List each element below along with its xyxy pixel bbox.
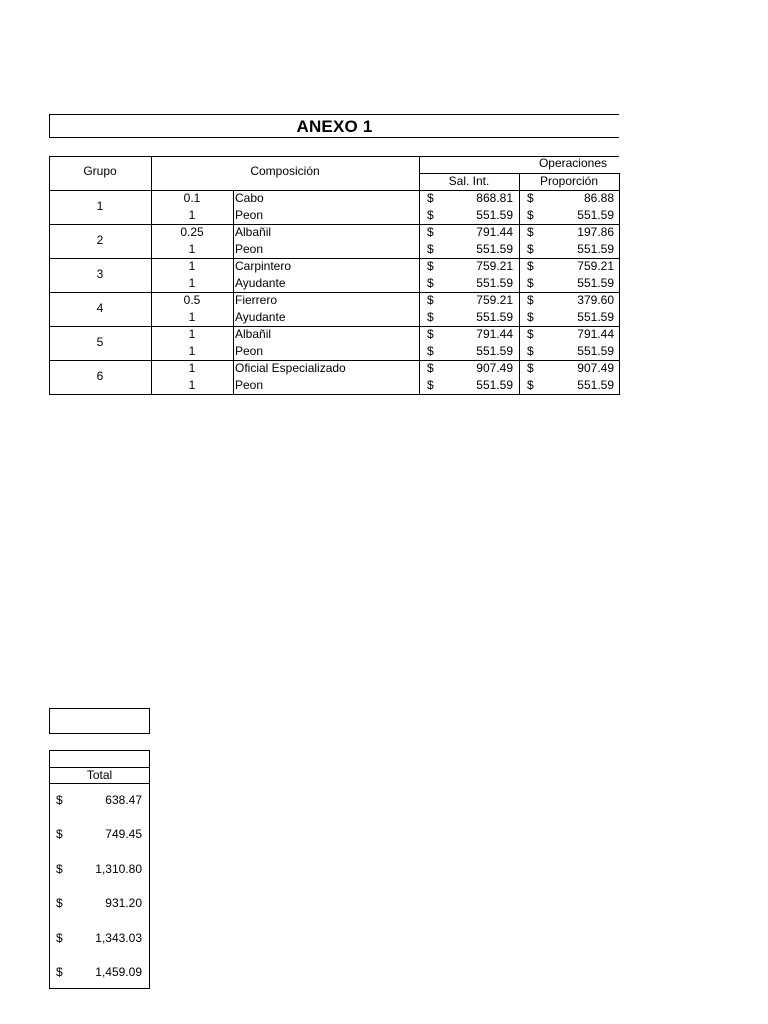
row-quantity: 0.5 — [183, 293, 201, 307]
row-proporcion: 551.59 — [577, 208, 614, 222]
row-sal-int: 551.59 — [476, 242, 513, 256]
row-quantity: 1 — [188, 276, 196, 290]
currency-symbol: $ — [527, 361, 534, 375]
row-proporcion: 86.88 — [583, 191, 614, 205]
header-sal-int: Sal. Int. — [448, 174, 490, 188]
currency-symbol: $ — [56, 793, 63, 807]
currency-symbol: $ — [527, 344, 534, 358]
row-role: Peon — [235, 344, 264, 358]
total-value: 1,310.80 — [95, 861, 142, 876]
row-sal-int: 791.44 — [476, 225, 513, 239]
row-role: Fierrero — [235, 293, 278, 307]
row-role: Peon — [235, 242, 264, 256]
currency-symbol: $ — [427, 242, 434, 256]
row-proporcion: 907.49 — [577, 361, 614, 375]
currency-symbol: $ — [427, 191, 434, 205]
row-proporcion: 759.21 — [577, 259, 614, 273]
currency-symbol: $ — [427, 225, 434, 239]
row-quantity: 0.1 — [183, 191, 201, 205]
row-proporcion: 551.59 — [577, 378, 614, 392]
row-quantity: 1 — [188, 310, 196, 324]
row-role: Albañil — [235, 327, 272, 341]
currency-symbol: $ — [56, 896, 63, 911]
row-proporcion: 551.59 — [577, 242, 614, 256]
header-operaciones: Operaciones — [538, 156, 607, 170]
row-role: Oficial Especializado — [235, 361, 346, 375]
currency-symbol: $ — [56, 930, 63, 945]
blank-box-2 — [49, 750, 150, 768]
table-bottom-rule — [49, 394, 620, 395]
currency-symbol: $ — [527, 242, 534, 256]
currency-symbol: $ — [427, 276, 434, 290]
currency-symbol: $ — [527, 378, 534, 392]
row-proporcion: 551.59 — [577, 344, 614, 358]
header-grupo: Grupo — [83, 164, 117, 178]
currency-symbol: $ — [527, 191, 534, 205]
row-proporcion: 791.44 — [577, 327, 614, 341]
currency-symbol: $ — [427, 327, 434, 341]
currency-symbol: $ — [527, 276, 534, 290]
group-number: 1 — [96, 199, 104, 213]
blank-box-1 — [49, 708, 150, 734]
row-quantity: 1 — [188, 378, 196, 392]
currency-symbol: $ — [427, 344, 434, 358]
group-number: 6 — [96, 369, 104, 383]
group-number: 2 — [96, 233, 104, 247]
row-role: Carpintero — [235, 259, 292, 273]
total-value: 1,343.03 — [95, 930, 142, 945]
header-proporcion: Proporción — [539, 174, 599, 188]
row-role: Albañil — [235, 225, 272, 239]
currency-symbol: $ — [527, 327, 534, 341]
row-sal-int: 759.21 — [476, 259, 513, 273]
row-sal-int: 791.44 — [476, 327, 513, 341]
currency-symbol: $ — [427, 293, 434, 307]
row-quantity: 1 — [188, 361, 196, 375]
row-role: Peon — [235, 378, 264, 392]
row-sal-int: 868.81 — [476, 191, 513, 205]
row-quantity: 1 — [188, 242, 196, 256]
row-sal-int: 551.59 — [476, 310, 513, 324]
currency-symbol: $ — [427, 208, 434, 222]
row-quantity: 1 — [188, 327, 196, 341]
currency-symbol: $ — [56, 965, 63, 979]
currency-symbol: $ — [527, 259, 534, 273]
row-sal-int: 759.21 — [476, 293, 513, 307]
row-proporcion: 551.59 — [577, 276, 614, 290]
row-proporcion: 197.86 — [577, 225, 614, 239]
row-sal-int: 551.59 — [476, 208, 513, 222]
group-number: 5 — [96, 335, 104, 349]
currency-symbol: $ — [527, 208, 534, 222]
currency-symbol: $ — [427, 361, 434, 375]
group-number: 3 — [96, 267, 104, 281]
currency-symbol: $ — [527, 225, 534, 239]
total-value: 931.20 — [105, 896, 142, 911]
row-quantity: 1 — [188, 344, 196, 358]
total-value: 749.45 — [105, 827, 142, 842]
row-proporcion: 551.59 — [577, 310, 614, 324]
currency-symbol: $ — [427, 378, 434, 392]
header-composicion: Composición — [250, 164, 320, 178]
currency-symbol: $ — [527, 293, 534, 307]
total-value: 1,459.09 — [95, 965, 142, 979]
row-sal-int: 907.49 — [476, 361, 513, 375]
row-quantity: 1 — [188, 259, 196, 273]
currency-symbol: $ — [527, 310, 534, 324]
row-sal-int: 551.59 — [476, 378, 513, 392]
currency-symbol: $ — [56, 827, 63, 842]
page-title: ANEXO 1 — [296, 117, 373, 136]
currency-symbol: $ — [427, 259, 434, 273]
table-right-rule — [619, 173, 620, 395]
row-role: Peon — [235, 208, 264, 222]
row-sal-int: 551.59 — [476, 276, 513, 290]
row-proporcion: 379.60 — [577, 293, 614, 307]
row-quantity: 0.25 — [180, 225, 204, 239]
row-quantity: 1 — [188, 208, 196, 222]
currency-symbol: $ — [427, 310, 434, 324]
currency-symbol: $ — [56, 861, 63, 876]
grupo-col-rule — [151, 156, 152, 394]
row-role: Ayudante — [235, 276, 286, 290]
totals-header: Total — [86, 768, 113, 782]
row-role: Ayudante — [235, 310, 286, 324]
row-sal-int: 551.59 — [476, 344, 513, 358]
row-role: Cabo — [235, 191, 264, 205]
total-value: 638.47 — [105, 793, 142, 807]
totals-header-rule — [49, 783, 150, 784]
group-number: 4 — [96, 301, 104, 315]
